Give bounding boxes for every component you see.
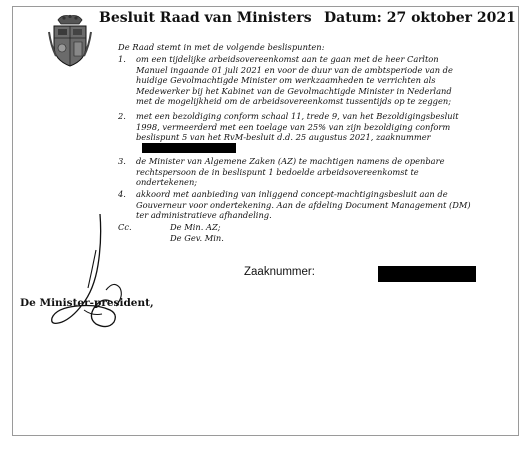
item-number: 1. [118,54,126,64]
item-line: huidige Gevolmachtigde Minister om werkzaamheden te verrichten als [136,75,436,86]
item-line: Gouverneur voor ondertekening. Aan de afdeling Document Management (DM) [136,199,471,210]
redacted-case-number-field [378,266,476,282]
cc-recipients [170,222,224,243]
item-line: met de mogelijkheid om de arbeidsovereenkomst tussentijds op te zeggen; [136,96,452,107]
item-line: Manuel ingaande 01 juli 2021 en voor de duur van de ambtsperiode van de [136,64,453,75]
item-line: rechtspersoon de in beslispunt 1 bedoelde arbeidsovereenkomst te [136,166,419,177]
decision-title: Besluit Raad van Ministers [99,10,312,26]
item-line: akkoord met aanbieding van inliggend concept-machtigingsbesluit aan de [136,189,448,199]
item-number: 4. [118,189,126,199]
handwritten-signature [22,210,152,340]
signatory-title: De Minister-president, [20,297,154,309]
intro-text: De Raad stemt in met de volgende beslispunten: [118,42,325,52]
case-number-label: Zaaknummer: [244,266,315,278]
item-line: 1998, vermeerderd met een toelage van 25% van zijn bezoldiging conform [136,121,451,132]
redacted-case-number [142,143,236,153]
item-number: 3. [118,156,126,166]
coat-of-arms-icon [48,12,92,68]
item-number: 2. [118,111,126,121]
cc-label: Cc. [118,222,132,232]
decision-date: Datum: 27 oktober 2021 [324,10,516,26]
item-line: beslispunt 5 van het RvM-besluit d.d. 25 augustus 2021, zaaknummer [136,132,431,143]
item-line: met een bezoldiging conform schaal 11, trede 9, van het Bezoldigingsbesluit [136,111,459,121]
cc-recipient: De Gev. Min. [170,232,224,243]
item-line: Medewerker bij het Kabinet van de Gevolmachtigde Minister in Nederland [136,85,452,96]
item-line: de Minister van Algemene Zaken (AZ) te machtigen namens de openbare [136,156,445,166]
item-line: om een tijdelijke arbeidsovereenkomst aan te gaan met de heer Carlton [136,54,439,64]
item-line: ter administratieve afhandeling. [136,210,272,221]
item-line: ondertekenen; [136,177,198,188]
cc-recipient: De Min. AZ; [170,222,221,232]
